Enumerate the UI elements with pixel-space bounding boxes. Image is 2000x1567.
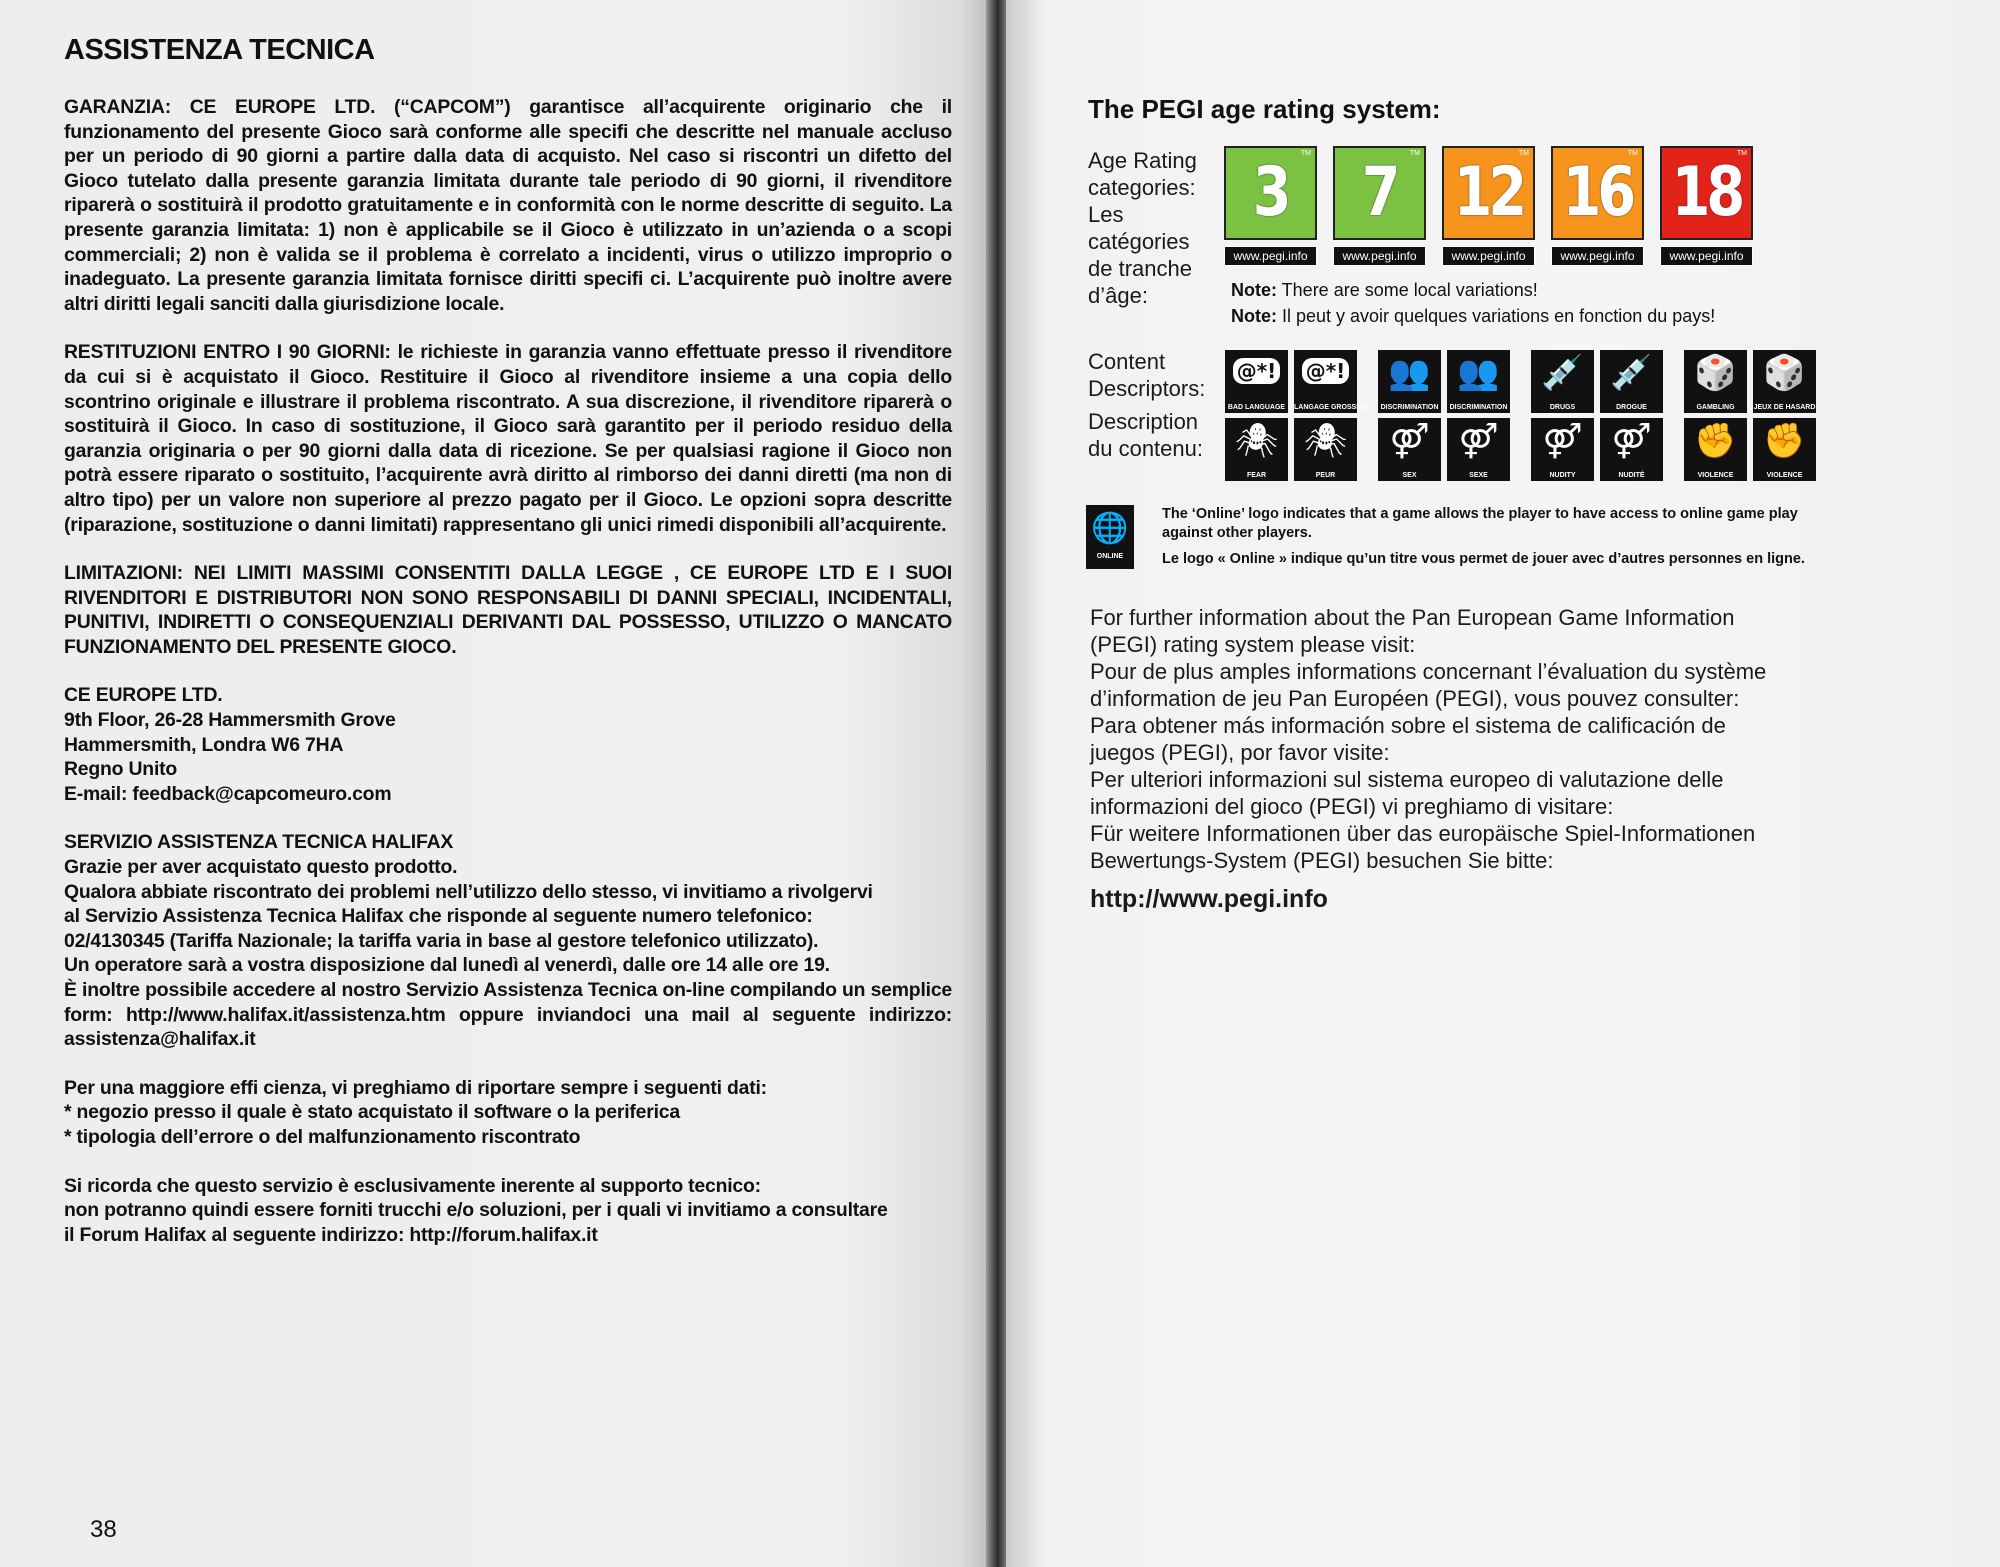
descriptor-caption: VIOLENCE bbox=[1697, 472, 1734, 479]
info-line: d’information de jeu Pan Européen (PEGI), vous pouvez consulter: bbox=[1090, 686, 1740, 711]
note-text: There are some local variations! bbox=[1277, 280, 1538, 300]
descriptor-symbol: ✊ bbox=[1763, 421, 1806, 461]
reminder-block bbox=[64, 1174, 952, 1248]
efficiency-line: * negozio presso il quale è stato acquistato il software o la periferica bbox=[64, 1101, 680, 1124]
note-text: Il peut y avoir quelques variations en fonction du pays! bbox=[1277, 306, 1716, 326]
label-line: catégories bbox=[1088, 229, 1190, 254]
reminder-line: il Forum Halifax al seguente indirizzo: http://forum.halifax.it bbox=[64, 1223, 598, 1246]
descriptor-symbol: ✊ bbox=[1694, 421, 1737, 461]
page-title: ASSISTENZA TECNICA bbox=[64, 34, 375, 66]
pegi-age-box bbox=[1442, 146, 1535, 240]
info-line: Pour de plus amples informations concernant l’évaluation du système bbox=[1090, 659, 1767, 684]
halifax-line: Grazie per aver acquistato questo prodotto. bbox=[64, 856, 458, 879]
online-text-line: against other players. bbox=[1162, 525, 1312, 541]
descriptor-symbol: ⚤ bbox=[1611, 421, 1652, 461]
pegi-age-box bbox=[1660, 146, 1753, 240]
online-text-en bbox=[1162, 505, 1798, 543]
people-icon bbox=[1447, 350, 1510, 413]
sex-symbol-icon bbox=[1378, 418, 1441, 481]
spider-icon bbox=[1225, 418, 1288, 481]
pegi-age-number: 3 bbox=[1253, 153, 1288, 232]
info-paragraph bbox=[1090, 604, 1970, 658]
note-fr bbox=[1231, 306, 1715, 327]
info-line: (PEGI) rating system please visit: bbox=[1090, 632, 1416, 657]
age-rating-label bbox=[1088, 147, 1197, 309]
pegi-info-block bbox=[1090, 604, 1970, 913]
sex-symbol-icon bbox=[1531, 418, 1594, 481]
spider-icon bbox=[1294, 418, 1357, 481]
descriptor-pair bbox=[1684, 418, 1816, 481]
info-line: informazioni del gioco (PEGI) vi preghiamo di visitare: bbox=[1090, 794, 1614, 819]
reminder-line: Si ricorda che questo servizio è esclusivamente inerente al supporto tecnico: bbox=[64, 1174, 761, 1197]
trademark-mark: TM bbox=[1518, 150, 1529, 157]
descriptor-symbol: ⚤ bbox=[1458, 421, 1499, 461]
trademark-mark: TM bbox=[1736, 150, 1747, 157]
syringe-icon bbox=[1531, 350, 1594, 413]
pegi-age-badge bbox=[1660, 146, 1753, 266]
globe-icon: 🌐 bbox=[1091, 511, 1129, 546]
descriptor-caption: BAD LANGUAGE bbox=[1227, 404, 1286, 411]
descriptor-caption: DISCRIMINATION bbox=[1449, 404, 1508, 411]
info-paragraph bbox=[1090, 820, 1970, 874]
descriptor-caption: JEUX DE HASARD bbox=[1753, 404, 1816, 411]
halifax-block bbox=[64, 830, 952, 978]
efficiency-block bbox=[64, 1076, 952, 1150]
label-line: categories: bbox=[1088, 175, 1196, 200]
pegi-age-badge bbox=[1333, 146, 1426, 266]
sex-symbol-icon bbox=[1447, 418, 1510, 481]
pegi-url-link[interactable]: http://www.pegi.info bbox=[1090, 885, 1328, 913]
dice-icon bbox=[1753, 350, 1816, 413]
efficiency-line: Per una maggiore effi cienza, vi preghiamo di riportare sempre i seguenti dati: bbox=[64, 1076, 767, 1099]
note-label: Note: bbox=[1231, 306, 1277, 326]
speech-bubble-icon bbox=[1294, 350, 1368, 413]
left-page-content bbox=[64, 34, 952, 1247]
halifax-line: al Servizio Assistenza Tecnica Halifax che risponde al seguente numero telefonico: bbox=[64, 905, 813, 928]
label-line: Age Rating bbox=[1088, 148, 1197, 173]
pegi-url-label: www.pegi.info bbox=[1551, 246, 1644, 266]
descriptor-symbol: 👥 bbox=[1457, 353, 1500, 393]
label-line: du contenu: bbox=[1088, 436, 1203, 461]
descriptor-caption: DROGUE bbox=[1616, 404, 1647, 411]
descriptor-symbol: ⚤ bbox=[1542, 421, 1583, 461]
pegi-age-number: 16 bbox=[1562, 153, 1633, 232]
pegi-url-label: www.pegi.info bbox=[1224, 246, 1317, 266]
pegi-age-badge bbox=[1442, 146, 1535, 266]
address-line: 9th Floor, 26-28 Hammersmith Grove bbox=[64, 709, 396, 732]
pegi-age-box bbox=[1551, 146, 1644, 240]
descriptor-pair bbox=[1684, 350, 1816, 413]
address-block bbox=[64, 683, 952, 806]
limitations-paragraph: LIMITAZIONI: NEI LIMITI MASSIMI CONSENTITI DALLA LEGGE , CE EUROPE LTD E I SUOI RIVENDITORI E DISTRIBUTORI NON SONO RESPONSABILI DI DANNI SPECIALI, INCIDENTALI, PUNITIVI, INDIRETTI O CONSEQUENZIALI DERIVANTI DAL POSSESSO, UTILIZZO O MANCATO FUNZIONAMENTO DEL PRESENTE GIOCO. bbox=[64, 562, 952, 658]
page-number: 38 bbox=[90, 1516, 117, 1543]
label-line: Descriptors: bbox=[1088, 376, 1206, 401]
pegi-age-badge bbox=[1224, 146, 1317, 266]
warranty-paragraph: GARANZIA: CE EUROPE LTD. (“CAPCOM”) garantisce all’acquirente originario che il funzionamento del presente Gioco sarà conforme alle specifi che descritte nel manuale accluso per un periodo di 90 giorni a partire dalla data di acquisto. Nel caso si riscontri un difetto del Gioco tutelato dalla presente garanzia limitata durante tale periodo di 90 giorni, il rivenditore riparerà o sostituirà il prodotto gratuitamente e in conformità con le norme descritte di seguito. La presente garanzia limitata: 1) non è applicabile se il Gioco è utilizzato in un’azienda o a scopi commerciali; 2) non è valida se il problema è correlato a incidenti, virus o utilizzo improprio o inadeguato. La presente garanzia limitata fornisce diritti specifi ci. L’acquirente può inoltre avere altri diritti legali sanciti dalla giurisdizione locale. bbox=[64, 96, 952, 315]
left-page bbox=[0, 0, 990, 1567]
descriptor-caption: PEUR bbox=[1315, 472, 1336, 479]
pegi-url-label: www.pegi.info bbox=[1442, 246, 1535, 266]
descriptor-caption: NUDITÉ bbox=[1618, 472, 1645, 479]
email-line: E-mail: feedback@capcomeuro.com bbox=[64, 782, 392, 805]
descriptor-symbol: ⚤ bbox=[1389, 421, 1430, 461]
descriptor-pair bbox=[1531, 350, 1663, 413]
pegi-age-number: 18 bbox=[1671, 153, 1742, 232]
pegi-title: The PEGI age rating system: bbox=[1088, 94, 1441, 124]
efficiency-line: * tipologia dell’errore o del malfunzionamento riscontrato bbox=[64, 1125, 581, 1148]
label-line: de tranche bbox=[1088, 256, 1192, 281]
returns-paragraph: RESTITUZIONI ENTRO I 90 GIORNI: le richieste in garanzia vanno effettuate presso il rivenditore da cui si è acquistato il Gioco. Restituire il Gioco al rivenditore insieme a una copia dello scontrino originale e illustrare il problema riscontrato. A sua discrezione, il rivenditore riparerà o sostituirà il Gioco. In caso di sostituzione, il Gioco sarà garantito per il periodo residuo della garanzia originaria o per 90 giorni dalla data di ricezione. Se per qualsiasi ragione il Gioco non potrà essere riparato o sostituito, l’acquirente avrà diritto al rimborso dei danni diretti (ma non di altro tipo) per un valore non superiore al prezzo pagato per il Gioco. Le opzioni sopra descritte (riparazione, sostituzione o danni limitati) rappresentano gli unici rimedi disponibili all’acquirente. bbox=[64, 341, 952, 536]
descriptor-symbol: @*! bbox=[1302, 358, 1350, 384]
halifax-line: Un operatore sarà a vostra disposizione dal lunedì al venerdì, dalle ore 14 alle ore 19. bbox=[64, 954, 830, 977]
dice-icon bbox=[1684, 350, 1747, 413]
note-en bbox=[1231, 280, 1538, 301]
info-paragraph bbox=[1090, 712, 1970, 766]
info-paragraph bbox=[1090, 766, 1970, 820]
online-text-line: The ‘Online’ logo indicates that a game allows the player to have access to online game play bbox=[1162, 506, 1798, 522]
descriptor-pair bbox=[1225, 418, 1357, 481]
descriptor-symbol: 🕷 bbox=[1234, 421, 1279, 461]
descriptor-symbol: 👥 bbox=[1388, 353, 1431, 393]
descriptor-pair bbox=[1378, 418, 1510, 481]
label-line: Content bbox=[1088, 349, 1166, 374]
descriptor-symbol: @*! bbox=[1233, 358, 1281, 384]
content-descriptors-label bbox=[1088, 348, 1205, 462]
fist-icon bbox=[1684, 418, 1747, 481]
descriptor-symbol: 💉 bbox=[1541, 353, 1584, 393]
halifax-line: Qualora abbiate riscontrato dei problemi nell’utilizzo dello stesso, vi invitiamo a rivolgervi bbox=[64, 880, 873, 903]
online-caption: ONLINE bbox=[1096, 553, 1124, 560]
book-spine bbox=[986, 0, 1008, 1567]
descriptor-symbol: 💉 bbox=[1610, 353, 1653, 393]
syringe-icon bbox=[1600, 350, 1663, 413]
descriptor-pair bbox=[1531, 418, 1663, 481]
halifax-line: 02/4130345 (Tariffa Nazionale; la tariffa varia in base al gestore telefonico utilizzato). bbox=[64, 929, 819, 952]
halifax-online-paragraph: È inoltre possibile accedere al nostro Servizio Assistenza Tecnica on-line compilando un semplice form: http://www.halifax.it/assistenza.htm oppure inviandoci una mail al seguente indirizzo: assistenza@halifax.it bbox=[64, 979, 952, 1051]
label-line: Les bbox=[1088, 202, 1124, 227]
info-line: For further information about the Pan European Game Information bbox=[1090, 605, 1735, 630]
online-text-fr: Le logo « Online » indique qu’un titre vous permet de jouer avec d’autres personnes en ligne. bbox=[1162, 551, 1805, 567]
fist-icon bbox=[1753, 418, 1816, 481]
pegi-url-label: www.pegi.info bbox=[1333, 246, 1426, 266]
info-paragraph bbox=[1090, 658, 1970, 712]
reminder-line: non potranno quindi essere forniti trucchi e/o soluzioni, per i quali vi invitiamo a consultare bbox=[64, 1199, 888, 1222]
descriptor-symbol: 🕷 bbox=[1303, 421, 1348, 461]
info-line: Per ulteriori informazioni sul sistema europeo di valutazione delle bbox=[1090, 767, 1724, 792]
trademark-mark: TM bbox=[1409, 150, 1420, 157]
descriptor-caption: LANGAGE GROSSIER bbox=[1294, 404, 1368, 411]
descriptor-caption: NUDITY bbox=[1549, 472, 1576, 479]
info-line: Para obtener más información sobre el sistema de calificación de bbox=[1090, 713, 1726, 738]
descriptor-caption: SEXE bbox=[1469, 472, 1488, 479]
descriptor-pair bbox=[1378, 350, 1510, 413]
descriptor-caption: DISCRIMINATION bbox=[1380, 404, 1439, 411]
trademark-mark: TM bbox=[1627, 150, 1638, 157]
pegi-age-box bbox=[1224, 146, 1317, 240]
descriptor-caption: VIOLENCE bbox=[1766, 472, 1803, 479]
info-line: Für weitere Informationen über das europäische Spiel-Informationen bbox=[1090, 821, 1756, 846]
pegi-url-label: www.pegi.info bbox=[1660, 246, 1753, 266]
descriptor-caption: GAMBLING bbox=[1696, 404, 1735, 411]
pegi-age-box bbox=[1333, 146, 1426, 240]
address-line: Regno Unito bbox=[64, 758, 178, 781]
address-line: CE EUROPE LTD. bbox=[64, 684, 223, 707]
pegi-age-badge bbox=[1551, 146, 1644, 266]
descriptor-caption: SEX bbox=[1402, 472, 1417, 479]
pegi-age-number: 7 bbox=[1362, 153, 1397, 232]
age-rating-badges bbox=[1224, 146, 1753, 266]
descriptor-pair bbox=[1225, 350, 1368, 413]
info-line: Bewertungs-System (PEGI) besuchen Sie bitte: bbox=[1090, 848, 1554, 873]
pegi-age-number: 12 bbox=[1453, 153, 1524, 232]
online-icon bbox=[1086, 505, 1134, 569]
note-label: Note: bbox=[1231, 280, 1277, 300]
people-icon bbox=[1378, 350, 1441, 413]
address-line: Hammersmith, Londra W6 7HA bbox=[64, 733, 344, 756]
speech-bubble-icon bbox=[1225, 350, 1288, 413]
descriptor-symbol: 🎲 bbox=[1763, 353, 1806, 393]
label-line: Description bbox=[1088, 409, 1199, 434]
descriptor-symbol: 🎲 bbox=[1694, 353, 1737, 393]
info-line: juegos (PEGI), por favor visite: bbox=[1090, 740, 1390, 765]
descriptor-caption: DRUGS bbox=[1549, 404, 1576, 411]
sex-symbol-icon bbox=[1600, 418, 1663, 481]
descriptor-caption: FEAR bbox=[1246, 472, 1267, 479]
label-line: d’âge: bbox=[1088, 283, 1148, 308]
trademark-mark: TM bbox=[1300, 150, 1311, 157]
halifax-heading: SERVIZIO ASSISTENZA TECNICA HALIFAX bbox=[64, 831, 454, 854]
